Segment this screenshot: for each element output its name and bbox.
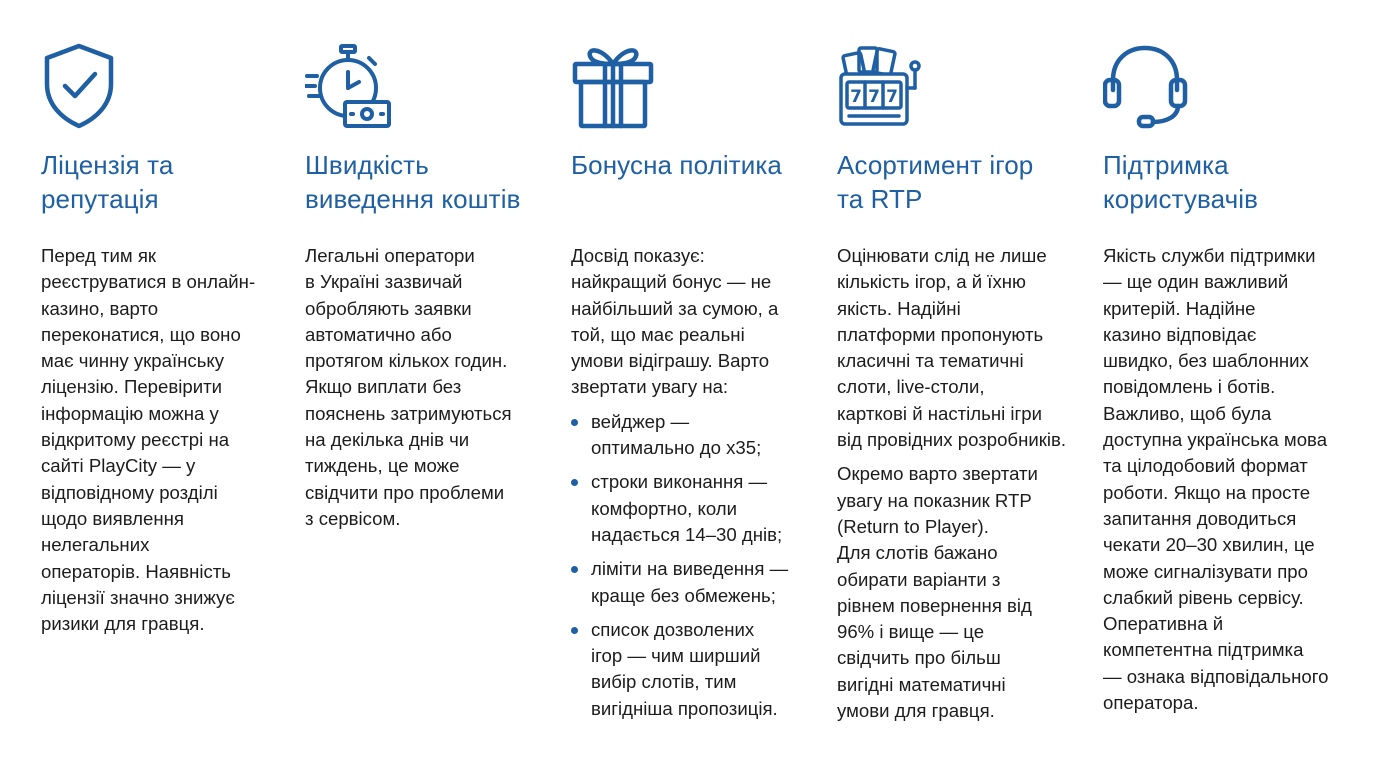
bonus-criteria-list	[571, 409, 819, 722]
list-item	[571, 556, 819, 609]
slot-reel-2: 7	[868, 87, 880, 107]
body-paragraph: Легальні оператори в Україні зазвичай обробляють заявки автоматично або протягом кількох годин. Якщо виплати без пояснень затримуються на декілька днів чи тиждень, це може свідчити про проблеми з сервісом.	[305, 245, 512, 529]
list-item	[571, 409, 819, 462]
list-item	[571, 617, 819, 722]
body-paragraph: Якість служби підтримки — ще один важливий критерій. Надійне казино відповідає швидко, без шаблонних повідомлень і ботів. Важливо, щоб була доступна українська мова та цілодобовий формат роботи. Якщо на просте запитання доводиться чекати 20–30 хвилин, це може сигналізувати про слабкий рівень сервісу. Оперативна й компетентна підтримка — ознака відповідального оператора.	[1103, 245, 1329, 714]
column-license	[41, 0, 289, 768]
column-bonus	[571, 0, 819, 768]
bullet-icon	[571, 627, 578, 634]
body-paragraph: Перед тим як реєструватися в онлайн- казино, варто переконатися, що воно має чинну українську ліцензію. Перевірити інформацію можна у відкритому реєстрі на сайті PlayCity — у відповідному розділі щодо виявлення нелегальних операторів. Наявність ліцензії значно знижує ризики для гравця.	[41, 245, 256, 635]
slot-reel-1: 7	[850, 87, 862, 107]
column-title: Бонусна політика	[571, 150, 782, 180]
column-body	[837, 243, 1085, 732]
column-games-rtp	[837, 0, 1085, 768]
list-item-text: список дозволених ігор — чим ширший вибір слотів, тим вигідніша пропозиція.	[591, 618, 778, 719]
body-paragraph: Окремо варто звертати увагу на показник RTP (Return to Player). Для слотів бажано обирати варіанти з рівнем повернення від 96% і вище — це свідчить про більш вигідні математичні умови для гравця.	[837, 463, 1038, 722]
body-paragraph: Оцінювати слід не лише кількість ігор, а й їхню якість. Надійні платформи пропонують класичні та тематичні слоти, live-столи, карткові й настільні ігри від провідних розробників.	[837, 245, 1067, 451]
column-body	[1103, 243, 1351, 724]
slot-machine-icon	[837, 40, 927, 132]
list-item-text: ліміти на виведення — краще без обмежень;	[591, 558, 789, 606]
column-title: Підтримка користувачів	[1103, 150, 1259, 214]
headset-icon	[1103, 40, 1193, 132]
column-body	[305, 243, 553, 540]
list-item-text: строки виконання — комфортно, коли надається 14–30 днів;	[591, 471, 783, 545]
column-body	[41, 243, 289, 645]
stopwatch-money-icon	[305, 40, 395, 132]
column-support	[1103, 0, 1351, 768]
list-item	[571, 469, 819, 548]
slot-reel-3: 7	[886, 87, 898, 107]
column-withdrawal	[305, 0, 553, 768]
column-body	[571, 243, 819, 730]
column-title: Асортимент ігор та RTP	[837, 150, 1034, 214]
body-paragraph: Досвід показує: найкращий бонус — не найбільший за сумою, а той, що має реальні умови відіграшу. Варто звертати увагу на:	[571, 245, 779, 398]
bullet-icon	[571, 566, 578, 573]
column-title: Швидкість виведення коштів	[305, 150, 521, 214]
bullet-icon	[571, 419, 578, 426]
gift-icon	[571, 40, 661, 132]
column-title: Ліцензія та репутація	[41, 150, 174, 214]
list-item-text: вейджер — оптимально до x35;	[591, 410, 762, 459]
bullet-icon	[571, 479, 578, 486]
shield-check-icon	[41, 40, 131, 132]
